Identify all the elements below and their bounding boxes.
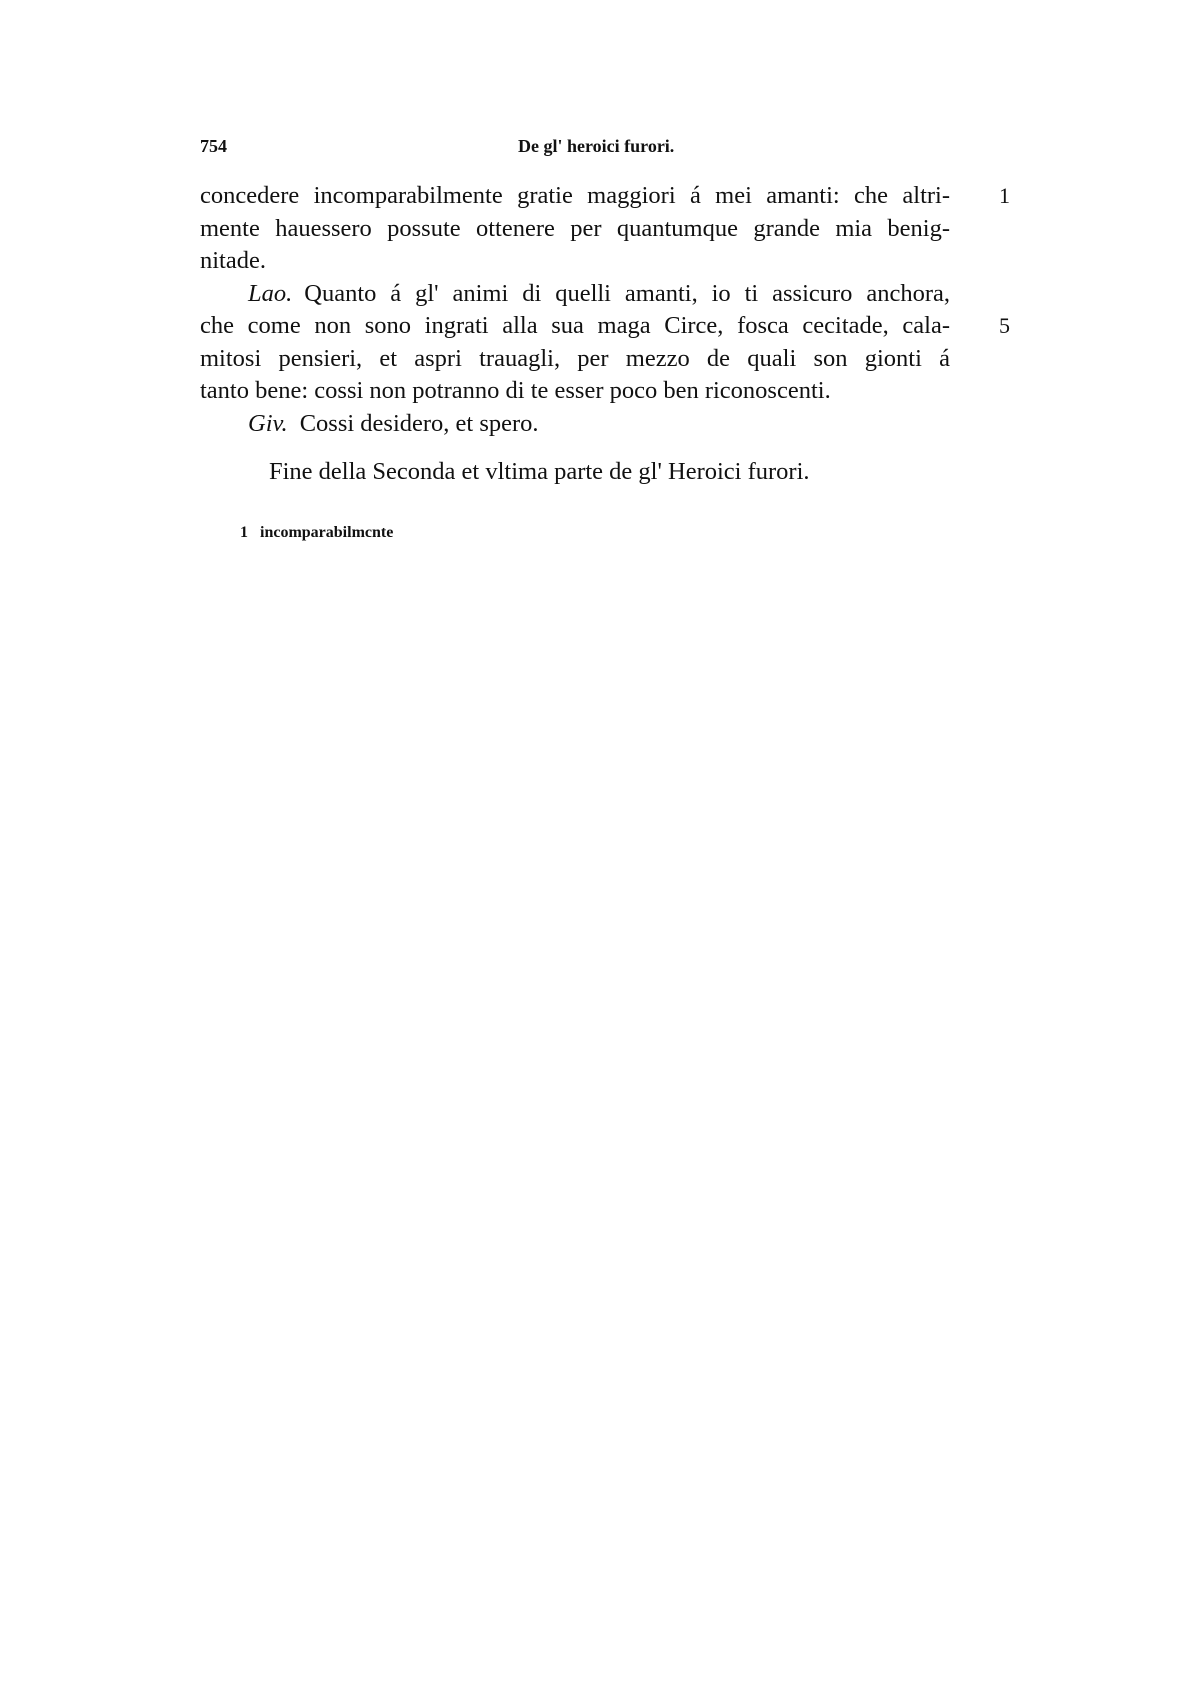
text-line-7: tanto bene: cossi non potranno di te esser poco ben riconoscenti. bbox=[200, 377, 831, 404]
speaker-giv: Giv. bbox=[248, 409, 288, 437]
text-line-4-content: Quanto á gl' animi di quelli amanti, io ti assicuro anchora, bbox=[304, 279, 950, 307]
text-line-5: che come non sono ingrati alla sua maga Circe, fosca cecitade, cala- bbox=[200, 312, 950, 339]
page-number: 754 bbox=[200, 136, 227, 156]
line-number-5: 5 bbox=[999, 313, 1010, 338]
text-line-2: mente hauessero possute ottenere per quantumque grande mia benig- bbox=[200, 214, 950, 242]
text-line-8-content: Cossi desidero, et spero. bbox=[299, 409, 539, 437]
text-line-8 bbox=[200, 408, 950, 441]
text-column bbox=[200, 180, 1010, 440]
footnote-ref: 1 bbox=[240, 524, 248, 541]
speaker-lao: Lao. bbox=[248, 279, 293, 307]
text-line-1: concedere incomparabilmente gratie maggiori á mei amanti: che altri- bbox=[200, 182, 950, 209]
text-line-4 bbox=[200, 278, 950, 311]
running-title: De gl' heroici furori. bbox=[518, 136, 675, 156]
line-number-1: 1 bbox=[999, 183, 1010, 208]
main-text bbox=[200, 180, 1010, 440]
text-line-6: mitosi pensieri, et aspri trauagli, per mezzo de quali son gionti á bbox=[200, 344, 950, 372]
running-head bbox=[200, 136, 1010, 166]
text-line-3: nitade. bbox=[200, 247, 266, 274]
footnote bbox=[240, 524, 393, 542]
footnote-text: incomparabilmcnte bbox=[260, 524, 394, 541]
closing-line: Fine della Seconda et vltima parte de gl' Heroici furori. bbox=[269, 458, 810, 485]
